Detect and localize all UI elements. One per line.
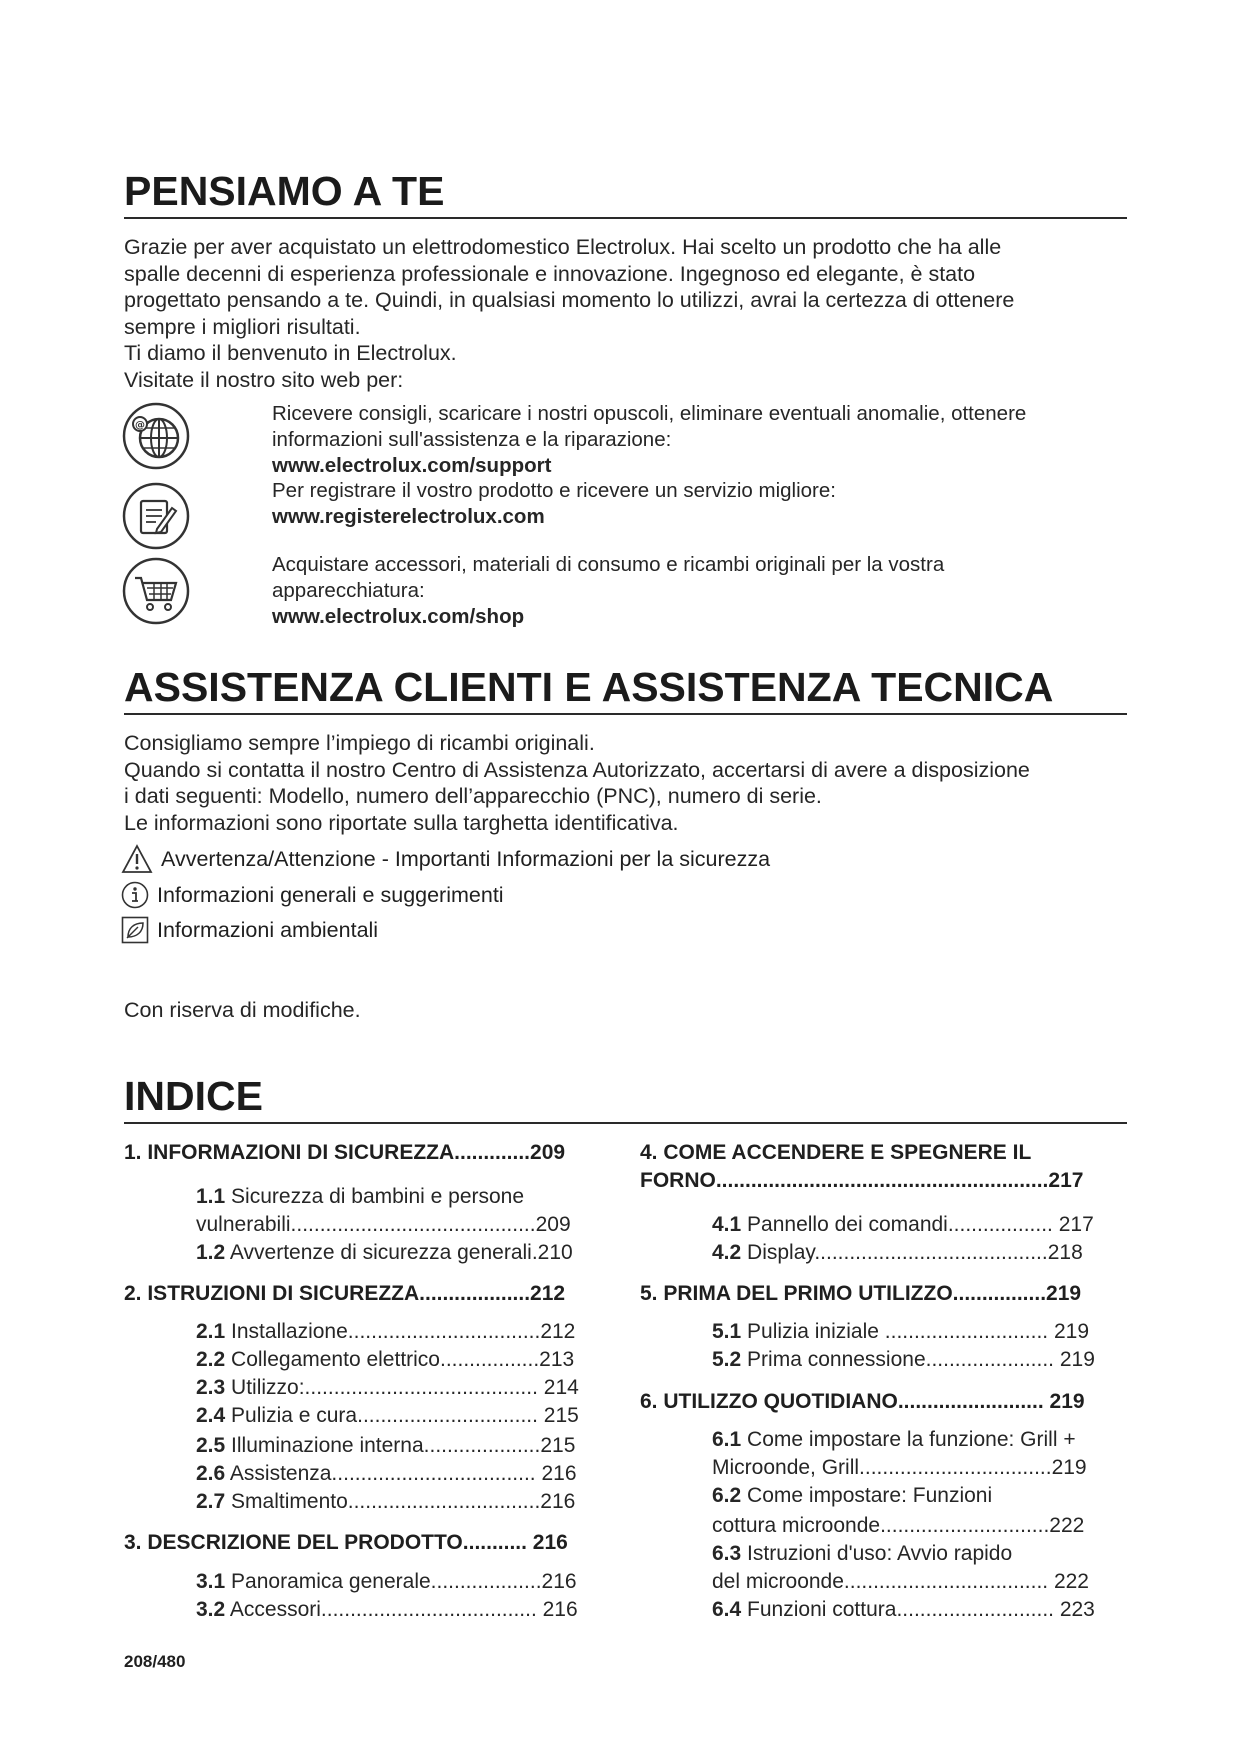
intro-paragraph	[124, 234, 1134, 393]
toc-item-2-1[interactable]: 2.1 Installazione.................................212	[196, 1320, 576, 1343]
toc-item-6-4[interactable]: 6.4 Funzioni cottura........................... 223	[712, 1598, 1095, 1621]
notice-line: Con riserva di modifiche.	[124, 998, 361, 1022]
toc-item-1-2[interactable]: 1.2 Avvertenze di sicurezza generali.210	[196, 1241, 573, 1264]
assistenza-line: Quando si contatta il nostro Centro di Assistenza Autorizzato, accertarsi di avere a disposizione	[124, 757, 1030, 782]
intro-line: spalle decenni di esperienza professionale e innovazione. Ingegnoso ed elegante, è stato	[124, 261, 976, 286]
toc-item-5-2[interactable]: 5.2 Prima connessione...................... 219	[712, 1348, 1095, 1371]
toc-chapter-3[interactable]: 3. DESCRIZIONE DEL PRODOTTO........... 216	[124, 1531, 568, 1554]
intro-line: progettato pensando a te. Quindi, in qualsiasi momento lo utilizzi, avrai la certezza di ottenere	[124, 288, 1015, 312]
assistenza-line: i dati seguenti: Modello, numero dell’apparecchio (PNC), numero di serie.	[124, 784, 822, 808]
toc-chapter-1[interactable]: 1. INFORMAZIONI DI SICUREZZA.............209	[124, 1141, 566, 1164]
info-icon	[121, 881, 149, 909]
toc-item-1-1-page[interactable]: vulnerabili..........................................209	[196, 1213, 571, 1236]
symbol-label: Avvertenza/Attenzione - Importanti Informazioni per la sicurezza	[161, 847, 771, 871]
toc-item-2-5[interactable]: 2.5 Illuminazione interna....................215	[196, 1434, 576, 1457]
support-line: Ricevere consigli, scaricare i nostri opuscoli, eliminare eventuali anomalie, ottenere	[272, 402, 1027, 425]
intro-line: Ti diamo il benvenuto in Electrolux.	[124, 341, 457, 365]
intro-line: Grazie per aver acquistato un elettrodomestico Electrolux. Hai scelto un prodotto che ha alle	[124, 235, 1002, 259]
toc-chapter-2[interactable]: 2. ISTRUZIONI DI SICUREZZA...................212	[124, 1282, 566, 1305]
toc-item-4-2[interactable]: 4.2 Display........................................218	[712, 1241, 1083, 1264]
toc-item-4-1[interactable]: 4.1 Pannello dei comandi.................. 217	[712, 1213, 1094, 1236]
register-text	[272, 478, 836, 530]
toc-item-6-2-page[interactable]: cottura microonde.............................222	[712, 1514, 1085, 1537]
toc-item-5-1[interactable]: 5.1 Pulizia iniziale ............................ 219	[712, 1320, 1090, 1343]
title-rule	[124, 217, 1127, 219]
toc-item-2-4[interactable]: 2.4 Pulizia e cura............................... 215	[196, 1404, 579, 1427]
title-rule	[124, 713, 1127, 715]
symbol-row-info	[121, 879, 504, 911]
section-title-indice: INDICE	[124, 1073, 263, 1119]
toc-item-6-3-page[interactable]: del microonde................................... 222	[712, 1570, 1089, 1593]
shop-text	[272, 552, 944, 630]
symbol-label: Informazioni generali e suggerimenti	[157, 883, 504, 907]
shop-link[interactable]: www.electrolux.com/shop	[272, 605, 525, 628]
symbol-row-warning	[121, 843, 770, 875]
title-rule	[124, 1122, 1127, 1124]
assistenza-line: Le informazioni sono riportate sulla targhetta identificativa.	[124, 810, 679, 835]
toc-item-2-6[interactable]: 2.6 Assistenza................................... 216	[196, 1462, 577, 1485]
leaf-environment-icon	[121, 916, 149, 944]
svg-text:@: @	[135, 420, 145, 431]
intro-line: Visitate il nostro sito web per:	[124, 367, 404, 392]
symbol-row-environment	[121, 914, 378, 946]
toc-item-3-2[interactable]: 3.2 Accessori..................................... 216	[196, 1598, 578, 1621]
register-line: Per registrare il vostro prodotto e ricevere un servizio migliore:	[272, 479, 836, 502]
symbol-label: Informazioni ambientali	[157, 918, 379, 942]
toc-item-6-2[interactable]: 6.2 Come impostare: Funzioni	[712, 1484, 993, 1507]
toc-item-2-3[interactable]: 2.3 Utilizzo:........................................ 214	[196, 1376, 579, 1399]
support-text	[272, 401, 1026, 479]
toc-item-2-2[interactable]: 2.2 Collegamento elettrico.................213	[196, 1348, 575, 1371]
section-title-assistenza: ASSISTENZA CLIENTI E ASSISTENZA TECNICA	[124, 664, 1054, 710]
support-link[interactable]: www.electrolux.com/support	[272, 454, 552, 477]
warning-triangle-icon	[121, 844, 153, 874]
register-form-icon	[121, 481, 191, 551]
toc-item-6-1[interactable]: 6.1 Come impostare la funzione: Grill +	[712, 1428, 1076, 1451]
shop-line: apparecchiatura:	[272, 579, 425, 602]
page-number: 208/480	[124, 1652, 186, 1671]
toc-item-3-1[interactable]: 3.1 Panoramica generale...................216	[196, 1570, 577, 1593]
toc-chapter-6[interactable]: 6. UTILIZZO QUOTIDIANO......................... 219	[640, 1390, 1085, 1413]
notice-text	[124, 997, 1134, 1024]
toc-chapter-5[interactable]: 5. PRIMA DEL PRIMO UTILIZZO................219	[640, 1282, 1082, 1305]
toc-item-6-3[interactable]: 6.3 Istruzioni d'uso: Avvio rapido	[712, 1542, 1013, 1565]
globe-icon	[121, 401, 191, 471]
register-link[interactable]: www.registerelectrolux.com	[272, 505, 545, 528]
support-line: informazioni sull'assistenza e la riparazione:	[272, 428, 672, 451]
section-title-pensiamo: PENSIAMO A TE	[124, 168, 445, 214]
toc-item-2-7[interactable]: 2.7 Smaltimento.................................216	[196, 1490, 576, 1513]
assistenza-paragraph	[124, 730, 1134, 836]
toc-item-6-1-page[interactable]: Microonde, Grill.................................219	[712, 1456, 1087, 1479]
toc-item-1-1[interactable]: 1.1 Sicurezza di bambini e persone	[196, 1185, 525, 1208]
toc-chapter-4[interactable]: 4. COME ACCENDERE E SPEGNERE IL	[640, 1141, 1032, 1164]
assistenza-line: Consigliamo sempre l’impiego di ricambi originali.	[124, 731, 595, 755]
shopping-cart-icon	[121, 556, 191, 626]
toc-chapter-4-page[interactable]: FORNO.........................................................217	[640, 1169, 1084, 1192]
intro-line: sempre i migliori risultati.	[124, 314, 361, 339]
shop-line: Acquistare accessori, materiali di consumo e ricambi originali per la vostra	[272, 553, 945, 576]
